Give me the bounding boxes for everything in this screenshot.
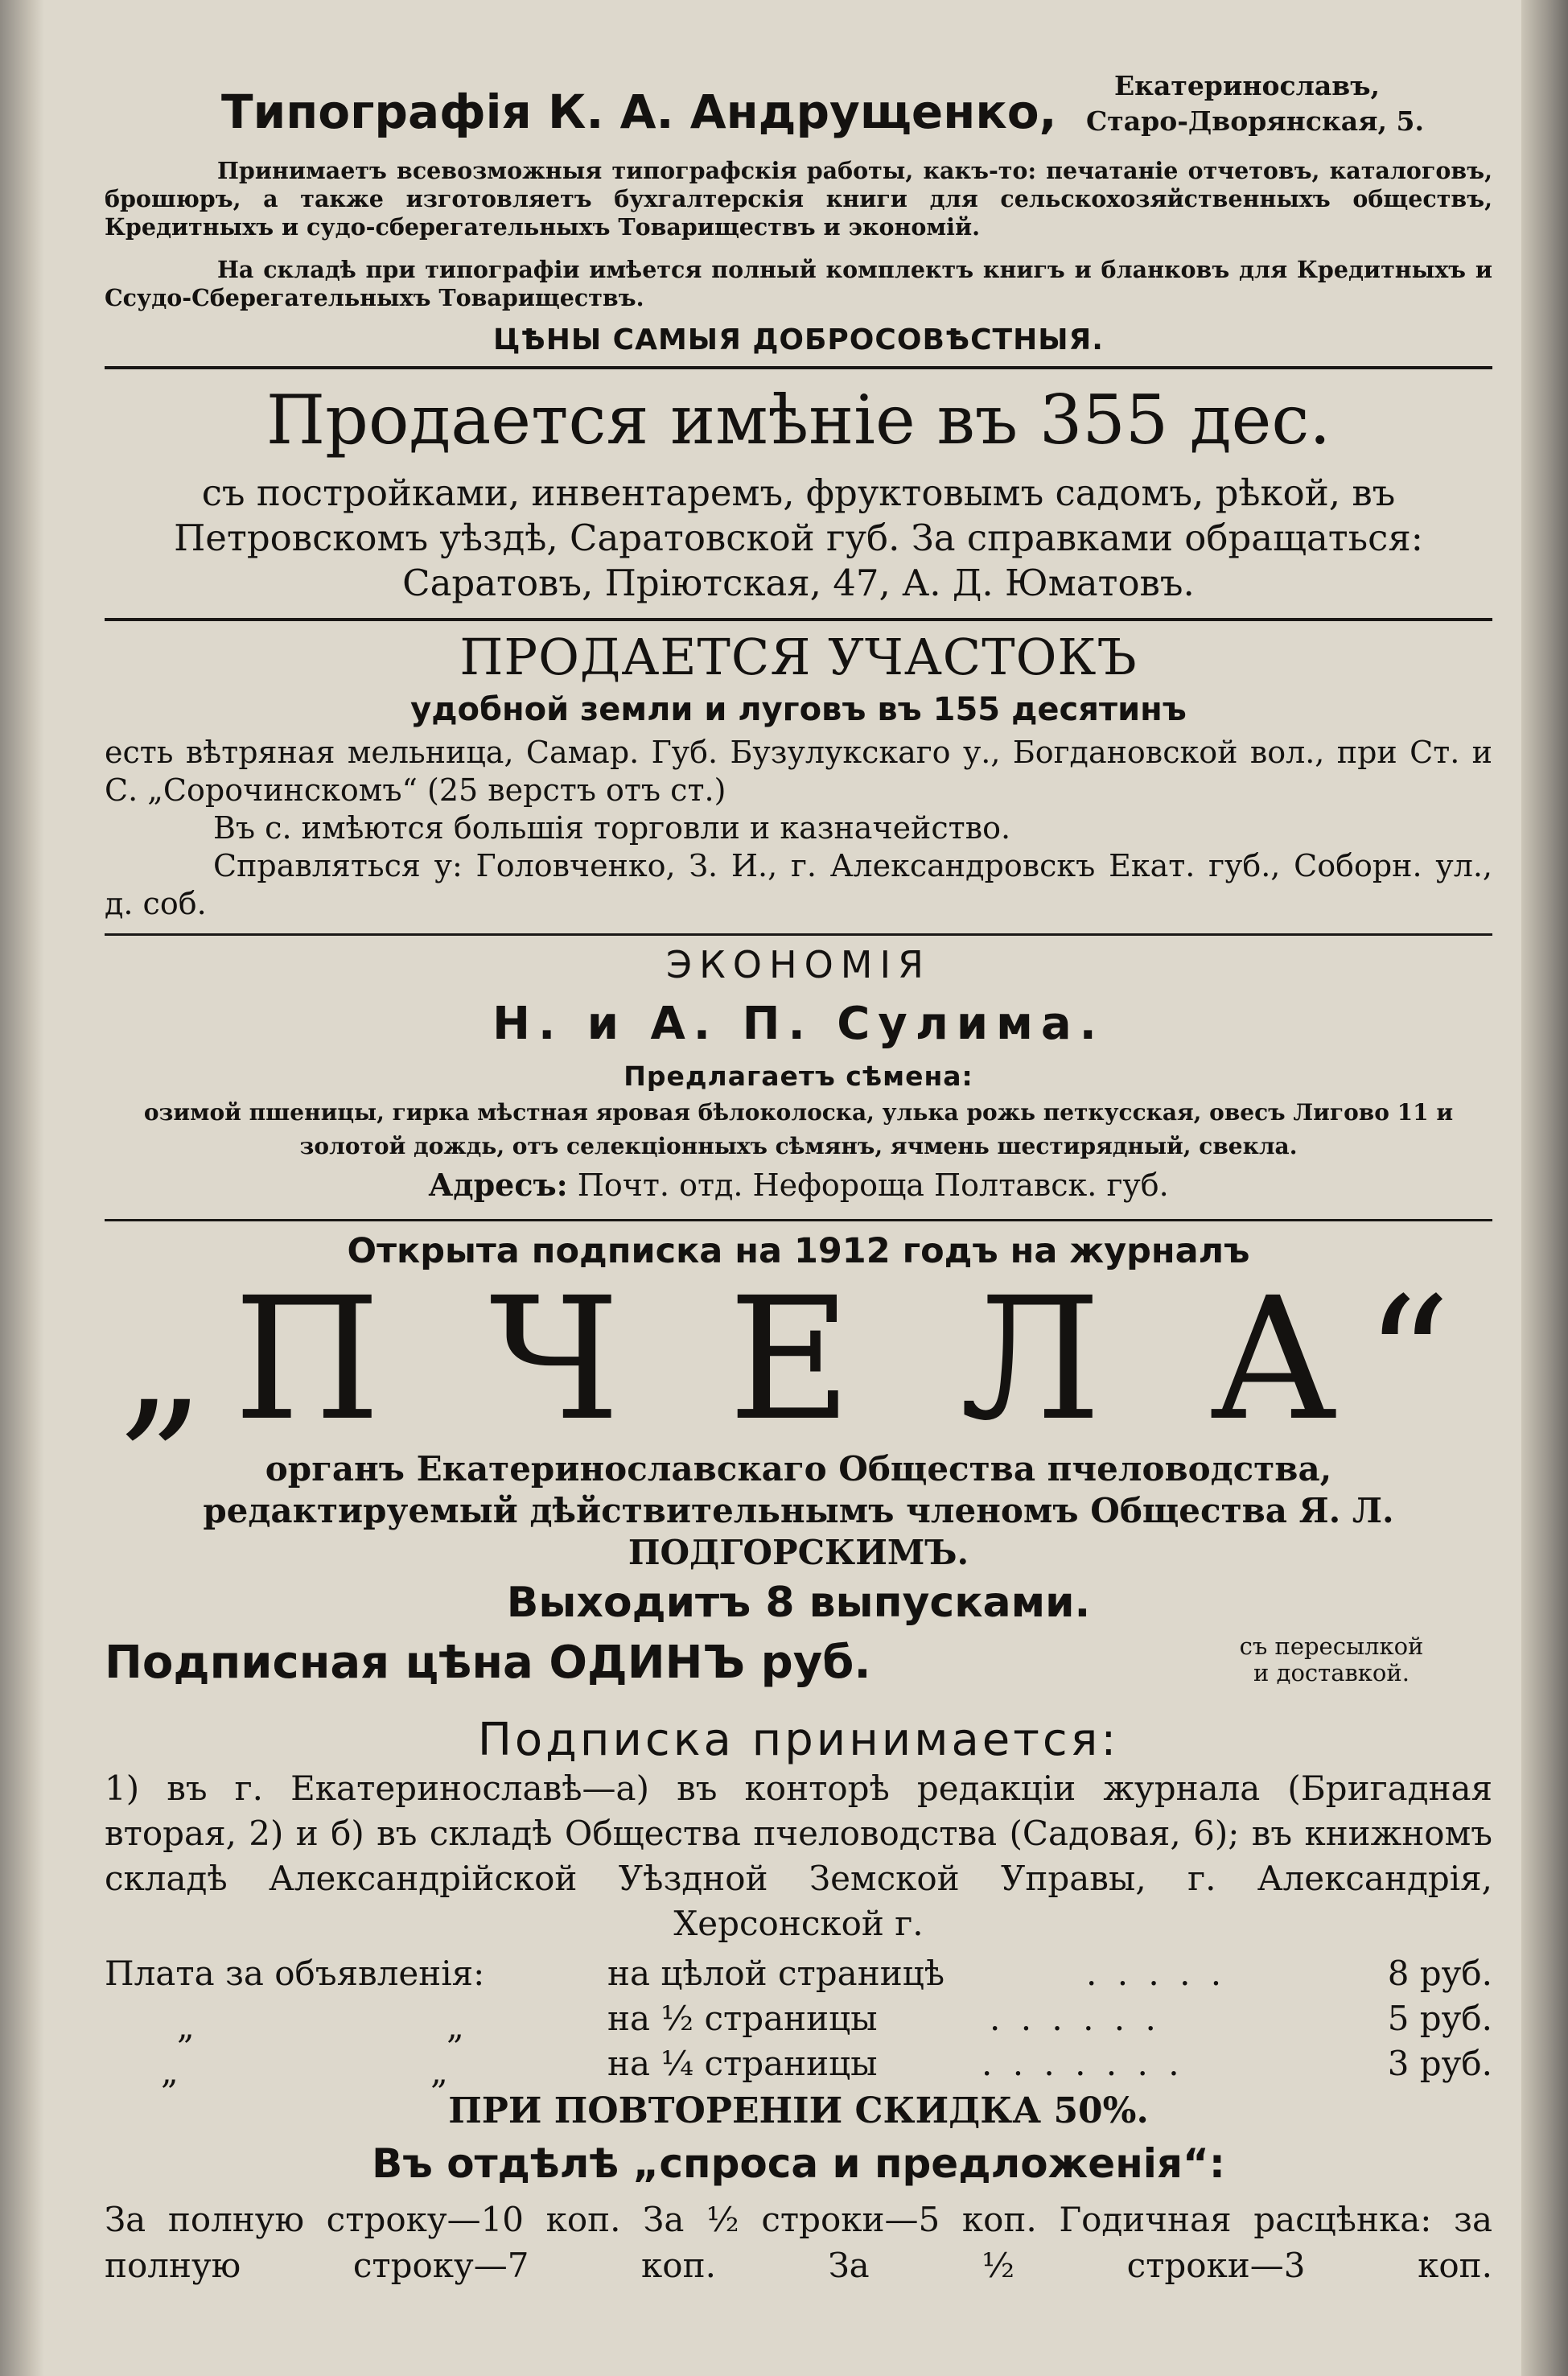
journal-price-note-delivery: и доставкой. bbox=[1253, 1659, 1410, 1686]
journal-section-heading: Въ отдѣлѣ „спроса и предложенія“: bbox=[372, 2140, 1225, 2187]
ad-rate-desc: на цѣлой страницѣ bbox=[607, 1954, 945, 1993]
printer-street: Старо-Дворянская, 5. bbox=[1086, 105, 1424, 137]
ad-rate-dots: . . . . . . . bbox=[982, 2044, 1184, 2083]
economy-address-line bbox=[105, 1167, 1492, 1203]
economy-label: ЭКОНОМІЯ bbox=[666, 943, 931, 986]
divider bbox=[105, 933, 1492, 936]
divider bbox=[105, 618, 1492, 621]
ad-rate-dots: . . . . . bbox=[1086, 1954, 1227, 1993]
plot-headline: ПРОДАЕТСЯ УЧАСТОКЪ bbox=[459, 628, 1138, 686]
journal-price-note-shipping: съ пересылкой bbox=[1239, 1633, 1424, 1660]
journal-intro: Открыта подписка на 1912 годъ на журналъ bbox=[347, 1231, 1250, 1271]
economy-name: Н. и А. П. Сулима. bbox=[492, 998, 1105, 1050]
journal-price-note bbox=[1199, 1633, 1464, 1686]
journal-accepted-heading: Подписка принимается: bbox=[477, 1714, 1120, 1766]
ad-rate-row bbox=[105, 1996, 1492, 2046]
journal-price: Подписная цѣна ОДИНЪ руб. bbox=[105, 1637, 871, 1689]
ads-label: Плата за объявленія: bbox=[105, 1954, 485, 1993]
journal-discount: ПРИ ПОВТОРЕНІИ СКИДКА 50%. bbox=[448, 2090, 1149, 2131]
journal-issues: Выходитъ 8 выпусками. bbox=[506, 1579, 1091, 1627]
journal-description: органъ Екатеринославскаго Общества пчеловодства, редактируемый дѣйствительнымъ членомъ Общества Я. Л. ПОДГОРСКИМЪ. bbox=[203, 1449, 1394, 1572]
ad-rate-row bbox=[105, 2041, 1492, 2091]
plot-contact: Справляться у: Головченко, З. И., г. Александровскъ Екат. губ., Соборн. ул., д. соб. bbox=[105, 848, 1492, 921]
journal-title: „П Ч Е Л А“ bbox=[118, 1261, 1479, 1458]
ad-rate-desc: на ¼ страницы bbox=[607, 2044, 878, 2083]
page-shadow-left bbox=[0, 0, 44, 2376]
ad-rate-row bbox=[105, 1951, 1492, 1996]
printer-stock-note: На складѣ при типографіи имѣется полный комплектъ книгъ и бланковъ для Кредитныхъ и Ссудо-Сберегательныхъ Товариществъ. bbox=[105, 256, 1492, 311]
ad-rate-desc: на ½ страницы bbox=[607, 1999, 878, 2038]
printer-header bbox=[105, 70, 1492, 141]
economy-seeds: озимой пшеницы, гирка мѣстная яровая бѣлоколоска, улька рожь петкусская, овесъ Лигово 11 и золотой дождь, отъ селекціонныхъ сѣмянъ, ячмень шестирядный, свекла. bbox=[143, 1099, 1454, 1159]
estate-body: съ постройками, инвентаремъ, фруктовымъ садомъ, рѣкой, въ Петровскомъ уѣздѣ, Саратовской губ. За справками обращаться: Саратовъ, Пріютская, 47, А. Д. Юматовъ. bbox=[174, 471, 1423, 604]
ad-rate-price: 8 руб. bbox=[1387, 1954, 1492, 1993]
ad-rate-dots: . . . . . . bbox=[990, 1999, 1161, 2038]
printer-city: Екатеринославъ, bbox=[1114, 70, 1380, 101]
printer-description: Принимаетъ всевозможныя типографскія работы, какъ-то: печатаніе отчетовъ, каталоговъ, брошюръ, а также изготовляетъ бухгалтерскія книги для сельскохозяйственныхъ обществъ, Кредитныхъ и судо-сберегательныхъ Товариществъ и экономій. bbox=[105, 157, 1492, 241]
estate-headline: Продается имѣніе въ 355 дес. bbox=[265, 381, 1331, 459]
divider bbox=[105, 366, 1492, 369]
divider bbox=[105, 1219, 1492, 1221]
ad-rate-ditto: „ „ bbox=[161, 2052, 569, 2091]
ad-rate-price: 3 руб. bbox=[1387, 2044, 1492, 2083]
printer-name: Типографія К. А. Андрущенко, bbox=[221, 84, 1057, 139]
journal-rates: За полную строку—10 коп. За ½ строки—5 коп. Годичная расцѣнка: за полную строку—7 коп. За ½ строки—3 коп. bbox=[105, 2200, 1492, 2285]
ad-rates-table bbox=[105, 1951, 1492, 2091]
journal-subscription-places: 1) въ г. Екатеринославѣ—а) въ конторѣ редакціи журнала (Бригадная вторая, 2) и б) въ складѣ Общества пчеловодства (Садовая, 6); въ книжномъ складѣ Александрійской Уѣздной Земской Управы, г. Александрія, Херсонской г. bbox=[105, 1769, 1492, 1943]
plot-details: есть вѣтряная мельница, Самар. Губ. Бузулукскаго у., Богдановской вол., при Ст. и С. „Сорочинскомъ“ (25 верстъ отъ ст.) bbox=[105, 735, 1492, 808]
economy-offer: Предлагаетъ сѣмена: bbox=[623, 1060, 973, 1092]
journal-price-row bbox=[105, 1633, 1492, 1698]
economy-address-label: Адресъ: bbox=[428, 1167, 568, 1203]
printer-prices: ЦѢНЫ САМЫЯ ДОБРОСОВѢСТНЫЯ. bbox=[493, 323, 1104, 356]
page-edge-right bbox=[1521, 0, 1568, 2376]
ad-rate-ditto: „ „ bbox=[177, 2007, 585, 2046]
plot-amenities: Въ с. имѣются большія торговли и казначейство. bbox=[213, 810, 1011, 846]
plot-subhead: удобной земли и луговъ въ 155 десятинъ bbox=[410, 691, 1187, 728]
ad-rate-price: 5 руб. bbox=[1387, 1999, 1492, 2038]
economy-address: Почт. отд. Нефороща Полтавск. губ. bbox=[577, 1167, 1169, 1203]
